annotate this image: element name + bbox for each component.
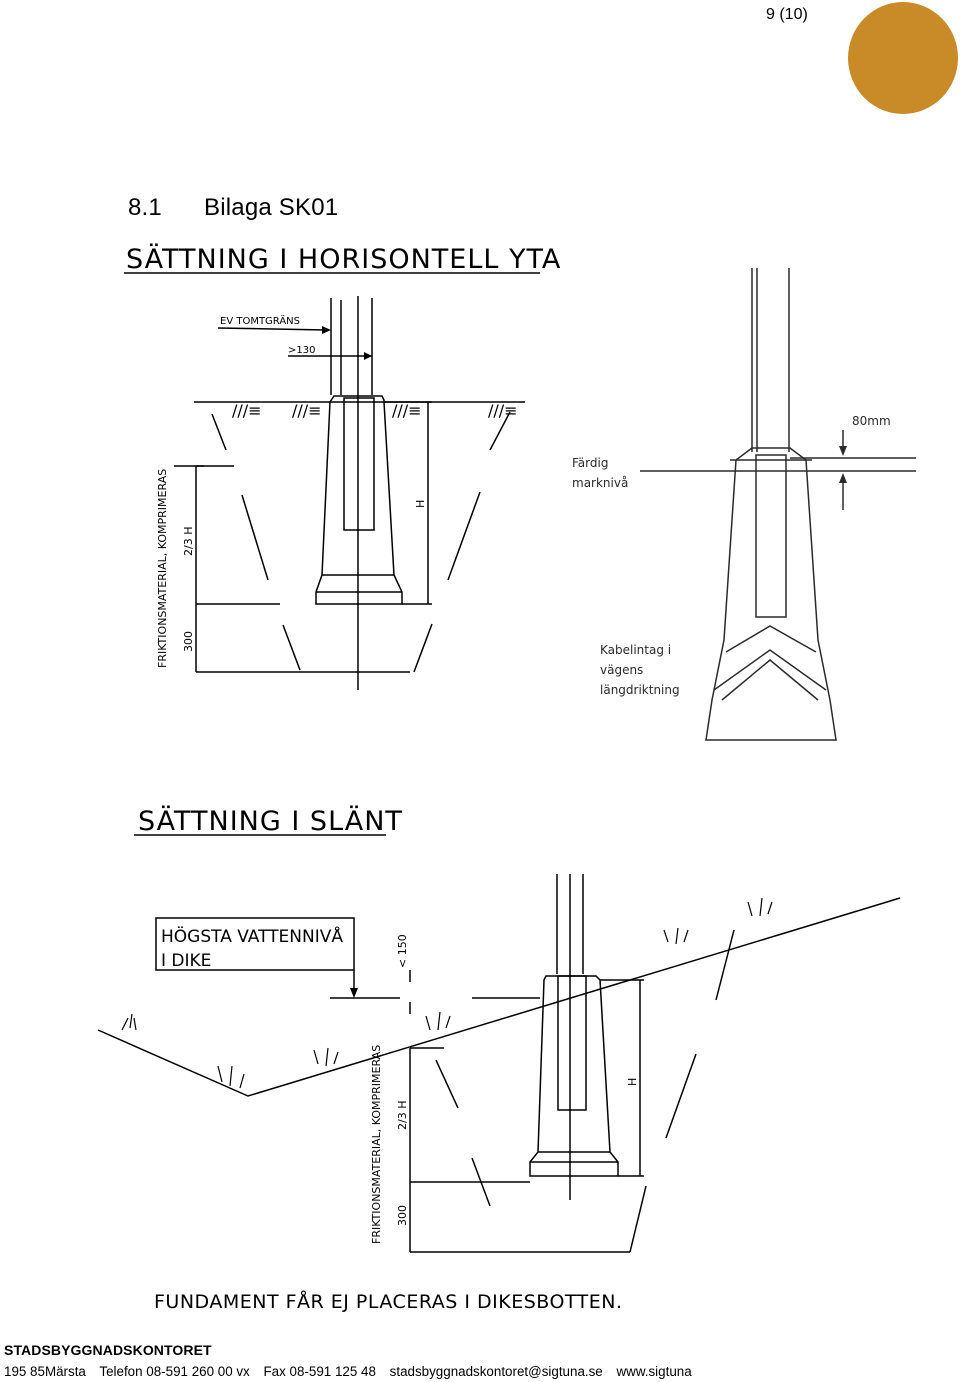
boundary-label: EV TOMTGRÄNS [220, 316, 301, 327]
footer-phone: Telefon 08-591 260 00 vx [99, 1364, 250, 1379]
drawing-slope [98, 805, 900, 1313]
footer-email: stadsbyggnadskontoret@sigtuna.se [389, 1364, 603, 1379]
grass-marks [232, 401, 518, 420]
svg-text:///≡: ///≡ [292, 401, 322, 420]
drawing-detail [572, 268, 916, 740]
section-title: Bilaga SK01 [204, 194, 339, 221]
cable-label-line1: Kabelintag i [600, 643, 672, 657]
slope-depth-label: 300 [396, 1205, 409, 1226]
slope-clearance-label: < 150 [396, 934, 409, 968]
page-number: 9 (10) [766, 6, 808, 23]
slope-fill-label: FRIKTIONSMATERIAL, KOMPRIMERAS [370, 1044, 383, 1244]
two-thirds-label: 2/3 H [182, 526, 195, 556]
svg-text:///≡: ///≡ [392, 401, 422, 420]
placement-warning: FUNDAMENT FÅR EJ PLACERAS I DIKESBOTTEN. [154, 1291, 623, 1313]
cable-label-line2: vägens [600, 663, 644, 677]
drawing-horizontal [124, 243, 561, 690]
ground-label-line1: Färdig [572, 456, 609, 470]
water-label-line1: HÖGSTA VATTENNIVÅ [161, 927, 343, 947]
detail-clearance-label: 80mm [852, 414, 891, 428]
slope-height-label: H [626, 1077, 639, 1086]
drawing-slope-title: SÄTTNING I SLÄNT [138, 806, 403, 837]
footer-address: 195 85Märsta [4, 1364, 86, 1379]
footer-fax: Fax 08-591 125 48 [263, 1364, 376, 1379]
svg-text:///≡: ///≡ [488, 401, 518, 420]
offset-label: >130 [288, 345, 316, 356]
slope-two-thirds-label: 2/3 H [396, 1100, 409, 1130]
svg-text:///≡: ///≡ [232, 401, 262, 420]
footer-web: www.sigtuna [616, 1364, 692, 1379]
water-label-line2: I DIKE [161, 951, 212, 971]
section-number: 8.1 [128, 194, 162, 221]
depth-label: 300 [182, 631, 195, 652]
fill-label: FRIKTIONSMATERIAL, KOMPRIMERAS [156, 468, 169, 668]
cable-label-line3: längdriktning [600, 683, 680, 697]
ground-label-line2: marknivå [572, 476, 629, 490]
footer-organization: STADSBYGGNADSKONTORET [4, 1342, 212, 1358]
footer-contact-line [4, 1364, 692, 1379]
height-label: H [414, 499, 427, 508]
drawing-horizontal-title: SÄTTNING I HORISONTELL YTA [126, 244, 562, 275]
